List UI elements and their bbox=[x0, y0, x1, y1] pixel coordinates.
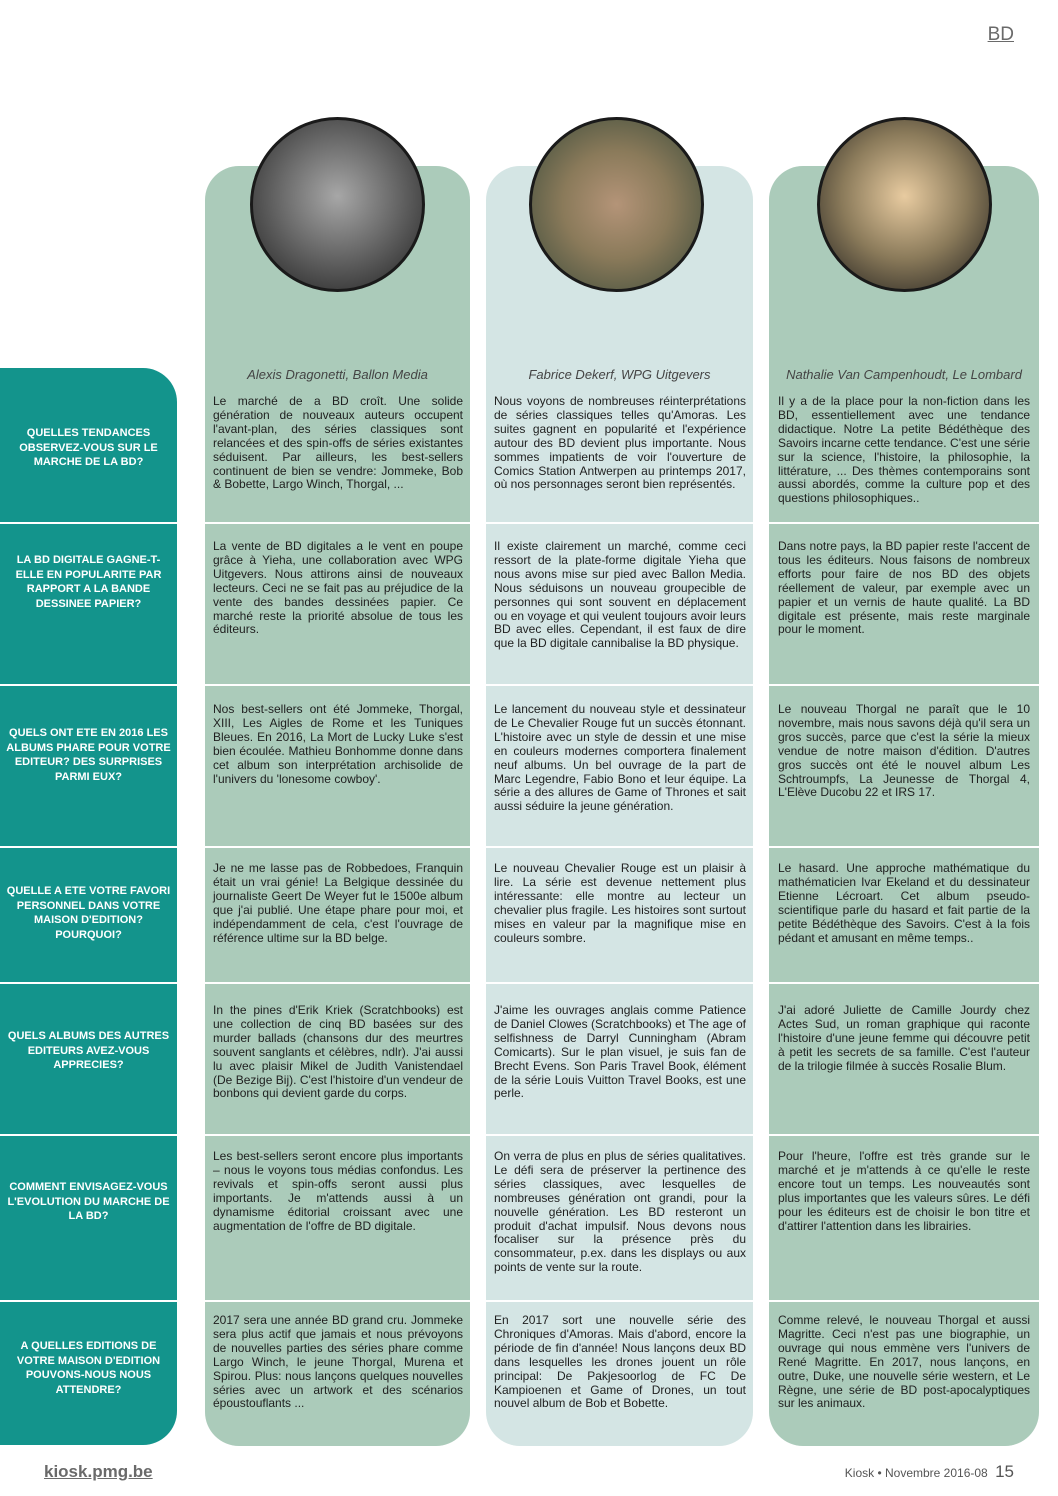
answer-text: In the pines d'Erik Kriek (Scratchbooks) est une collection de cinq BD basées sur des murder ballads (chansons dur des meurtres souvent sanglants et célèbres, ndlr). J'ai aussi lu avec plaisir Mikel de Judith Vanistendael (De Bezige Bij). C'est l'histoire d'un vendeur de bonbons qui devient garde du corps. bbox=[213, 1003, 463, 1101]
person-name: Fabrice Dekerf, WPG Uitgevers bbox=[528, 367, 711, 382]
question-text: COMMENT ENVISAGEZ-VOUS L'EVOLUTION DU MARCHE DE LA BD? bbox=[7, 1181, 170, 1222]
portrait-photo-3 bbox=[817, 117, 992, 292]
answer-text: 2017 sera une année BD grand cru. Jommeke sera plus actif que jamais et nous prévoyons de nouvelles parties des séries phare comme Largo Winch, le jeune Thorgal, Murena et Spirou. Plus: nous lançons quelques nouvelles séries avec un artwork et des scénarios époustouflants ... bbox=[213, 1313, 463, 1411]
answer-text: On verra de plus en plus de séries qualitatives. Le défi sera de préserver la pertinence des séries classiques, avec lesquelles de nombreuses génération ont grandi, pour la nouvelle génération. Les BD resteront un produit d'achat impulsif. Nous devons nous focaliser sur la présence près du consommateur, p.ex. dans les displays ou aux points de vente sur la route. bbox=[494, 1149, 746, 1275]
answer-text: Je ne me lasse pas de Robbedoes, Franquin était un vrai génie! La Belgique dessinée du journaliste Geert De Weyer fut le 1500e album que j'ai publié. Une étape phare pour moi, et indépendamment de cela, c'est l'ouvrage de référence ultime sur la BD belge. bbox=[213, 861, 463, 945]
answer-text: Le nouveau Thorgal ne paraît que le 10 novembre, mais nous savons déjà qu'il sera un gros succès, parce que c'est la série la mieux vendue de notre maison d'édition. D'autres gros succès ont été le nouvel album Les Schtroumpfs, La Jeunesse de Thorgal 4, L'Elève Ducobu 22 et IRS 17. bbox=[778, 702, 1030, 800]
question-text: LA BD DIGITALE GAGNE-T-ELLE EN POPULARITE PAR RAPPORT A LA BANDE DESSINEE PAPIER? bbox=[15, 554, 162, 610]
row-divider bbox=[0, 522, 1040, 524]
section-tag: BD bbox=[987, 24, 1014, 45]
answer-text: Comme relevé, le nouveau Thorgal et aussi Magritte. Ceci n'est pas une biographie, un ouvrage qui nous emmène vers l'univers de René Magritte. En 2017, nous lançons, en outre, Duke, une nouvelle série western, et Le Règne, une série de BD post-apocalyptiques sur les animaux. bbox=[778, 1313, 1030, 1411]
person-name: Alexis Dragonetti, Ballon Media bbox=[247, 367, 428, 382]
row-divider bbox=[0, 846, 1040, 848]
column-background-3 bbox=[769, 166, 1039, 1446]
footer-publication: Kiosk • Novembre 2016-08 bbox=[844, 1466, 988, 1480]
row-divider bbox=[0, 1300, 1040, 1302]
answer-text: Pour l'heure, l'offre est très grande sur le marché et je m'attends à ce qu'elle le reste encore tout un temps. Les nouveautés sont plus importantes que les valeurs sûres. Le défi pour les éditeurs est de choisir le bon titre et d'attirer l'attention dans les librairies. bbox=[778, 1149, 1030, 1233]
answer-text: Le hasard. Une approche mathématique du mathématicien Ivar Ekeland et du dessinateur Etienne Lécroart. Cet album pseudo-scientifique parle du hasard et fait partie de la petite Bédéthèque des Savoirs. C'est à la fois pédant et amusant en même temps.. bbox=[778, 861, 1030, 945]
answer-text: Il y a de la place pour la non-fiction dans les BD, essentiellement avec une tendance didactique. Notre La petite Bédéthèque des Savoirs incarne cette tendance. C'est une série sur la science, l'histoire, la philosophie, la littérature, ... Des thèmes contemporains sont aussi abordés, comme la culture pop et des questions philosophiques.. bbox=[778, 394, 1030, 506]
footer-site-link[interactable]: kiosk.pmg.be bbox=[44, 1462, 153, 1481]
question-text: QUELLES TENDANCES OBSERVEZ-VOUS SUR LE MARCHE DE LA BD? bbox=[19, 427, 158, 468]
column-background-1 bbox=[205, 166, 470, 1446]
answer-text: Les best-sellers seront encore plus importants – nous le voyons tous médias confondus. Les revivals et spin-offs seront aussi plus importants. Je m'attends aussi à un dynamisme éditorial croissant avec une augmentation de l'offre de BD digitale. bbox=[213, 1149, 463, 1233]
question-text: A QUELLES EDITIONS DE VOTRE MAISON D'EDITION POUVONS-NOUS NOUS ATTENDRE? bbox=[16, 1340, 161, 1396]
answer-text: Nos best-sellers ont été Jommeke, Thorgal, XIII, Les Aigles de Rome et les Tuniques Bleues. En 2016, La Mort de Lucky Luke s'est bien écoulée. Mathieu Bonhomme donne dans cet album son interprétation archisolide de l'univers du 'lonesome cowboy'. bbox=[213, 702, 463, 786]
page-number: 15 bbox=[995, 1462, 1014, 1481]
portrait-photo-1 bbox=[250, 117, 425, 292]
footer-info bbox=[845, 1462, 1014, 1482]
answer-text: J'aime les ouvrages anglais comme Patience de Daniel Clowes (Scratchbooks) et The age of selfishness de Darryl Cunningham (Abram Comicarts). Sur le plan visuel, je suis fan de Brecht Evens. Son Paris Travel Book, élément de la série Louis Vuitton Travel Books, est une perle. bbox=[494, 1003, 746, 1101]
person-name: Nathalie Van Campenhoudt, Le Lombard bbox=[786, 367, 1022, 382]
answer-text: La vente de BD digitales a le vent en poupe grâce à Yieha, une collaboration avec WPG Uitgevers. Nous attirons ainsi de nouveaux lecteurs. Ceci ne se fait pas au préjudice de la vente des bandes dessinées papier. Ce marché reste la priorité absolue de tous les éditeurs. bbox=[213, 539, 463, 637]
answer-text: Il existe clairement un marché, comme ceci ressort de la plate-forme digitale Yieha que nous avons mise sur pied avec Ballon Media. Nous séduisons un nouveau groupecible de personnes qui sont souvent en déplacement ou en voyage et qui veulent toujours avoir leurs BD avec elles. Cependant, il est faux de dire que la BD digitale cannibalise la BD physique. bbox=[494, 539, 746, 651]
portrait-photo-2 bbox=[529, 117, 704, 292]
answer-text: En 2017 sort une nouvelle série des Chroniques d'Amoras. Mais d'abord, encore la période de fin d'année! Nous lançons deux BD dans lesquelles les drones jouent un rôle principal: De Pakjesoorlog de FC De Kampioenen et Game of Drones, un tout nouvel album de Bob et Bobette. bbox=[494, 1313, 746, 1411]
answer-text: Nous voyons de nombreuses réinterprétations de séries classiques telles qu'Amoras. Les suites gagnent en popularité et l'expérience autour des BD devient plus importante. Nous sommes impatients de voir l'ouverture de Comics Station Antwerpen au printemps 2017, où nos personnages seront bien représentés. bbox=[494, 394, 746, 492]
answer-text: Dans notre pays, la BD papier reste l'accent de tous les éditeurs. Nous faisons de nombreux efforts pour faire de nos BD des objets réellement de valeur, par exemple avec un papier et un vernis de haute qualité. La BD digitale est présente, mais reste marginale pour le moment. bbox=[778, 539, 1030, 637]
row-divider bbox=[0, 684, 1040, 686]
row-divider bbox=[0, 1134, 1040, 1136]
answer-text: Le lancement du nouveau style et dessinateur de Le Chevalier Rouge fut un succès étonnant. L'histoire avec un style de dessin et une mise en couleurs modernes comportera finalement neuf albums. Un bel ouvrage de la part de Marc Legendre, Fabio Bono et leur équipe. La série a des allures de Game of Thrones et sait aussi séduire la jeune génération. bbox=[494, 702, 746, 814]
question-text: QUELS ALBUMS DES AUTRES EDITEURS AVEZ-VOUS APPRECIES? bbox=[7, 1030, 170, 1071]
answer-text: J'ai adoré Juliette de Camille Jourdy chez Actes Sud, un roman graphique qui raconte l'histoire d'une jeune femme qui découvre petit à petit les secrets de sa famille. C'est l'auteur de la trilogie filmée à succès Rosalie Blum. bbox=[778, 1003, 1030, 1073]
question-text: QUELLE A ETE VOTRE FAVORI PERSONNEL DANS VOTRE MAISON D'EDITION? POURQUOI? bbox=[6, 885, 171, 941]
answer-text: Le marché de a BD croît. Une solide génération de nouveaux auteurs occupent l'avant-plan, des séries classiques sont relancées et des spin-offs de séries existantes séduisent. Par ailleurs, les best-sellers continuent de bien se vendre: Jommeke, Bob & Bobette, Largo Winch, Thorgal, ... bbox=[213, 394, 463, 492]
row-divider bbox=[0, 982, 1040, 984]
question-text: QUELS ONT ETE EN 2016 LES ALBUMS PHARE POUR VOTRE EDITEUR? DES SURPRISES PARMI EUX? bbox=[6, 727, 171, 783]
answer-text: Le nouveau Chevalier Rouge est un plaisir à lire. La série est devenue nettement plus intéressante: elle montre au lecteur un chevalier plus fragile. Les histoires sont surtout mises en valeur par la magnifique mise en couleurs sombre. bbox=[494, 861, 746, 945]
